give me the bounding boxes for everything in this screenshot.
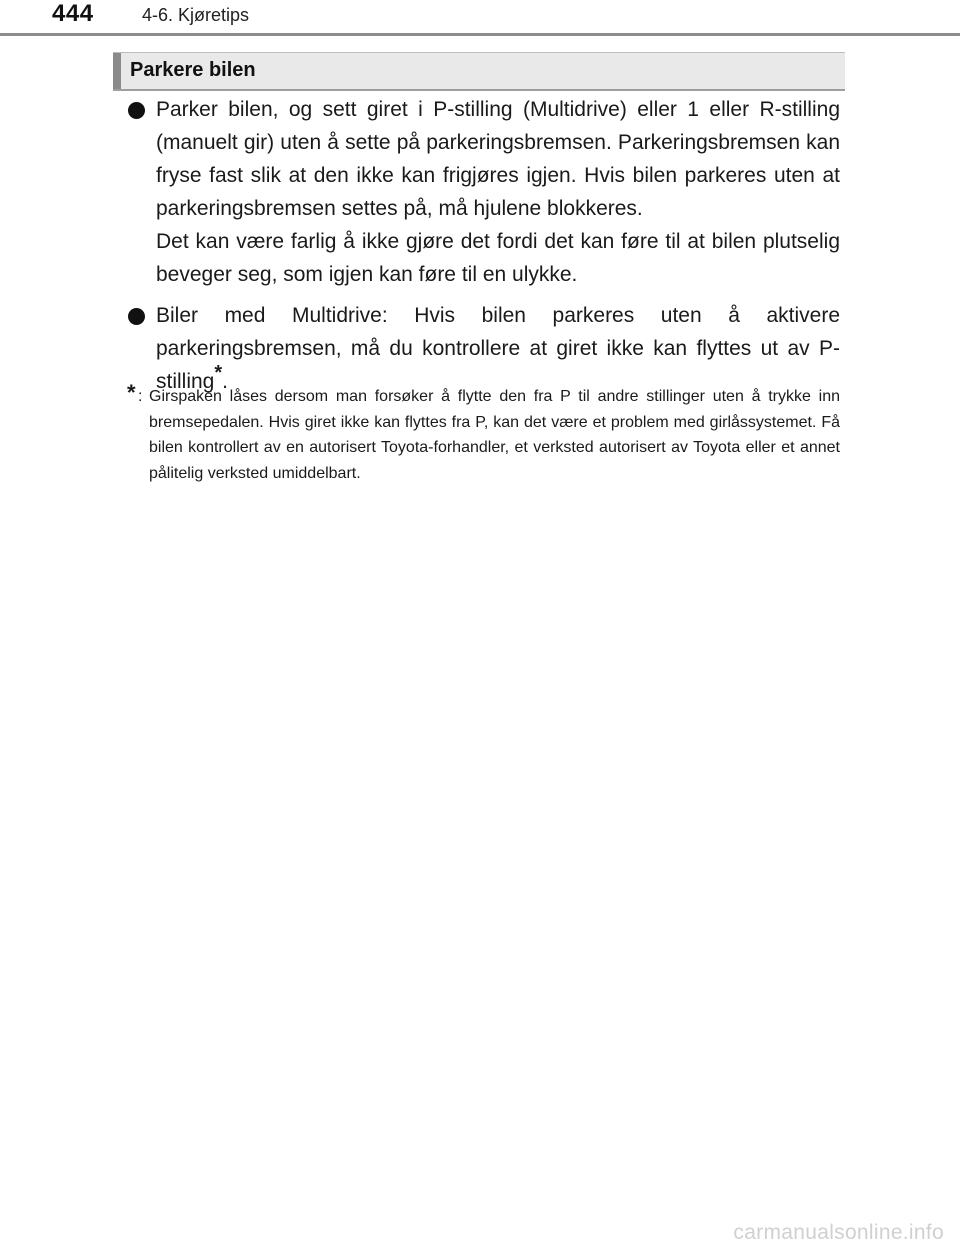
watermark: carmanualsonline.info <box>733 1221 944 1244</box>
section-heading-accent <box>113 53 121 89</box>
header-divider <box>0 33 960 36</box>
footnote <box>127 380 840 486</box>
footnote-reference: * <box>214 362 223 384</box>
bullet-item-parking <box>127 93 840 291</box>
footnote-marker: * <box>127 380 136 405</box>
bullet-text-end: . <box>222 370 228 393</box>
footnote-colon: : <box>138 388 143 405</box>
page-header <box>0 0 960 38</box>
section-title: Parkere bilen <box>130 59 256 81</box>
section-heading-box <box>113 52 845 91</box>
bullet-text: Biler med Multidrive: Hvis bilen parkeres uten å aktivere parkeringsbremsen, må du kontrollere at giret ikke kan flyttes ut av P-stilling <box>156 304 840 393</box>
bullet-paragraph: Parker bilen, og sett giret i P-stilling (Multidrive) eller 1 eller R-stilling (manuelt gir) uten å sette på parkeringsbremsen. Parkeringsbremsen kan fryse fast slik at den ikke kan frigjøres igjen. Hvis bilen parkeres uten at parkeringsbremsen settes på, må hjulene blokkeres. <box>156 98 840 220</box>
bullet-list <box>127 93 840 406</box>
bullet-icon <box>128 102 145 119</box>
bullet-paragraph: Det kan være farlig å ikke gjøre det fordi det kan føre til at bilen plutselig beveger seg, som igjen kan føre til en ulykke. <box>156 230 840 286</box>
section-label: 4-6. Kjøretips <box>142 5 250 25</box>
footnote-text: Girspaken låses dersom man forsøker å flytte den fra P til andre stillinger uten å trykke inn bremsepedalen. Hvis giret ikke kan flyttes fra P, kan det være et problem med girlåssystemet. Få bilen kontrollert av en autorisert Toyota-forhandler, et verksted autorisert av Toyota eller et annet pålitelig verksted umiddelbart. <box>149 388 840 482</box>
bullet-icon <box>128 308 145 325</box>
page-number: 444 <box>52 0 94 27</box>
